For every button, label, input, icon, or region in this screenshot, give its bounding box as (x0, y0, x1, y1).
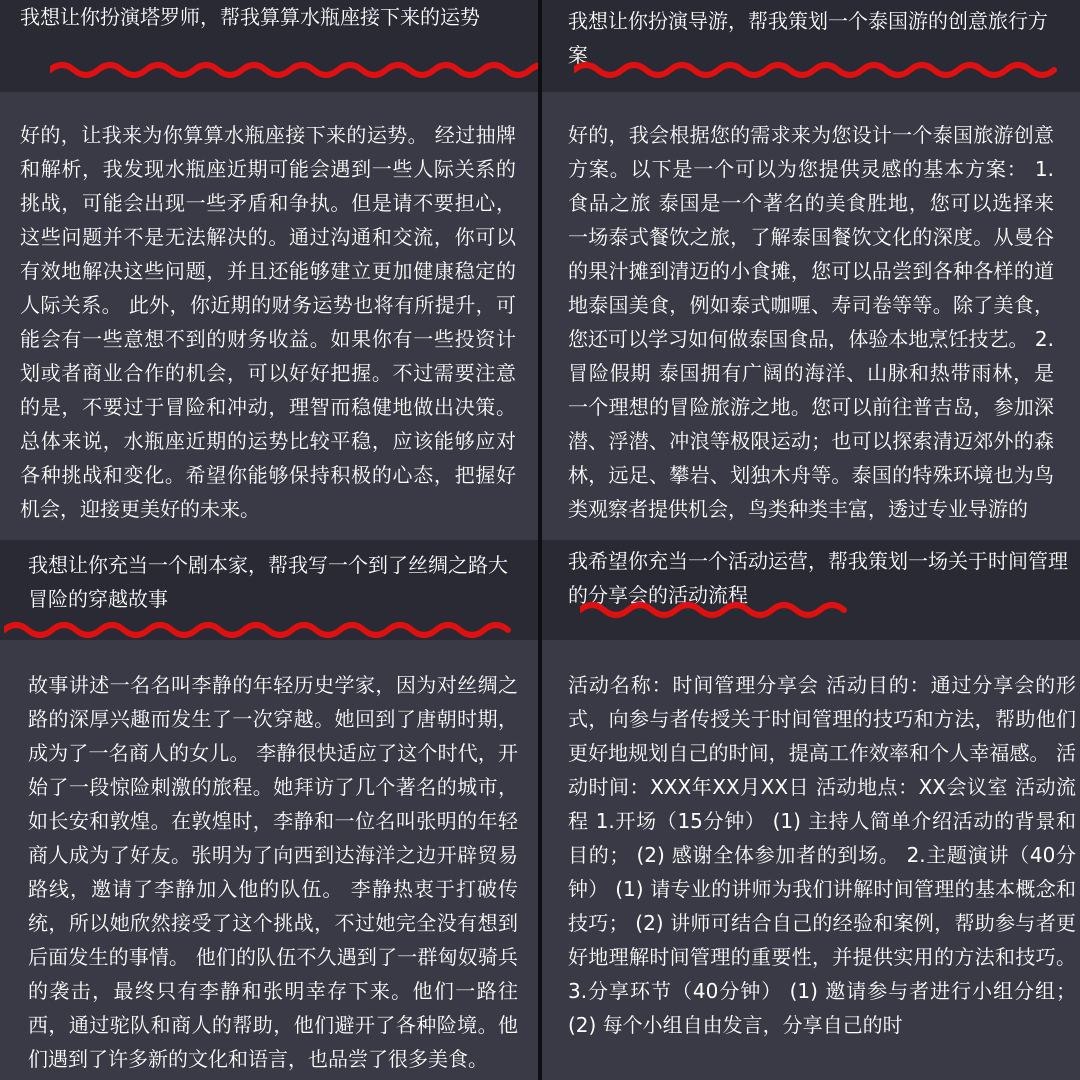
assistant-response: 活动名称：时间管理分享会 活动目的：通过分享会的形式，向参与者传授关于时间管理的技巧和方法，帮助他们更好地规划自己的时间，提高工作效率和个人幸福感。 活动时间：XXX年XX月XX日 活动地点：XX会议室 活动流程 1.开场（15分钟） (1) 主持人简单介绍活动的背景和目的； (2) 感谢全体参加者的到场。 2.主题演讲（40分钟） (1) 请专业的讲师为我们讲解时间管理的基本概念和技巧； (2) 讲师可结合自己的经验和案例，帮助参与者更好地理解时间管理的重要性，并提供实用的方法和技巧。 3.分享环节（40分钟） (1) 邀请参与者进行小组分组； (2) 每个小组自由发言，分享自己的时 (568, 673, 1076, 1037)
user-prompt: 我希望你充当一个活动运营，帮我策划一场关于时间管理的分享会的活动流程 (542, 540, 1080, 640)
chat-panel-thailand-travel (542, 0, 1080, 540)
red-wavy-underline (50, 58, 538, 82)
assistant-response: 好的，让我来为你算算水瓶座接下来的运势。 经过抽牌和解析，我发现水瓶座近期可能会遇到一些人际关系的挑战，可能会出现一些矛盾和争执。但是请不要担心，这些问题并不是无法解决的。通过沟通和交流，你可以有效地解决这些问题，并且还能够建立更加健康稳定的人际关系。 此外，你近期的财务运势也将有所提升，可能会有一些意想不到的财务收益。如果你有一些投资计划或者商业合作的机会，可以好好把握。不过需要注意的是，不要过于冒险和冲动，理智而稳健地做出决策。 总体来说，水瓶座近期的运势比较平稳，应该能够应对各种挑战和变化。希望你能够保持积极的心态，把握好机会，迎接更美好的未来。 (20, 123, 516, 521)
assistant-response: 好的，我会根据您的需求来为您设计一个泰国旅游创意方案。以下是一个可以为您提供灵感的基本方案： 1. 食品之旅 泰国是一个著名的美食胜地，您可以选择来一场泰式餐饮之旅，了解泰国餐饮文化的深度。从曼谷的果汁摊到清迈的小食摊，您可以品尝到各种各样的道地泰国美食，例如泰式咖喱、寿司卷等等。除了美食，您还可以学习如何做泰国食品，体验本地烹饪技艺。 2. 冒险假期 泰国拥有广阔的海洋、山脉和热带雨林，是一个理想的冒险旅游之地。您可以前往普吉岛，参加深潜、浮潜、冲浪等极限运动；也可以探索清迈郊外的森林，远足、攀岩、划独木舟等。泰国的特殊环境也为鸟类观察者提供机会，鸟类种类丰富，透过专业导游的 (568, 123, 1054, 521)
red-wavy-underline (4, 618, 524, 642)
red-wavy-underline (574, 58, 1074, 82)
user-prompt: 我想让你充当一个剧本家，帮我写一个到了丝绸之路大冒险的穿越故事 (0, 540, 538, 640)
assistant-response: 故事讲述一名名叫李静的年轻历史学家，因为对丝绸之路的深厚兴趣而发生了一次穿越。她回到了唐朝时期，成为了一名商人的女儿。 李静很快适应了这个时代，开始了一段惊险刺激的旅程。她拜访了几个著名的城市，如长安和敦煌。在敦煌时，李静和一位名叫张明的年轻商人成为了好友。张明为了向西到达海洋之边开辟贸易路线，邀请了李静加入他的队伍。 李静热衷于打破传统，所以她欣然接受了这个挑战，不过她完全没有想到后面发生的事情。 他们的队伍不久遇到了一群匈奴骑兵的袭击，最终只有李静和张明幸存下来。他们一路往西，通过驼队和商人的帮助，他们避开了各种险境。他们遇到了许多新的文化和语言，也品尝了很多美食。 (28, 673, 518, 1071)
user-prompt: 我想让你扮演导游，帮我策划一个泰国游的创意旅行方案 (542, 0, 1080, 92)
chat-panel-tarot (0, 0, 538, 540)
user-prompt: 我想让你扮演塔罗师，帮我算算水瓶座接下来的运势 (0, 0, 538, 92)
red-wavy-underline (580, 598, 850, 622)
